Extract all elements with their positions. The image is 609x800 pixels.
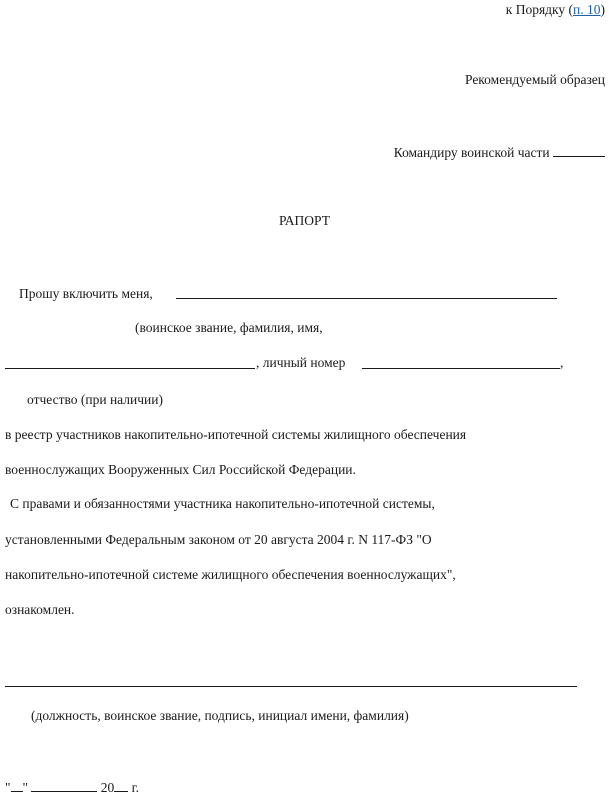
- addressee-line: [394, 144, 605, 161]
- sample-label: Рекомендуемый образец: [464, 72, 605, 87]
- rights-line-2: установленными Федеральным законом от 20 августа 2004 г. N 117-ФЗ "О: [5, 532, 432, 547]
- annex-prefix: к Порядку (: [505, 2, 574, 17]
- unit-number-blank[interactable]: [553, 144, 605, 157]
- rights-line-4: ознакомлен.: [5, 602, 75, 617]
- personal-number-label: , личный номер: [256, 355, 346, 370]
- personal-number-blank[interactable]: [362, 368, 560, 369]
- month-blank[interactable]: [31, 779, 97, 792]
- hint-patronymic: отчество (при наличии): [27, 392, 163, 407]
- rank-name-blank[interactable]: [176, 298, 557, 299]
- registry-line-2: военнослужащих Вооруженных Сил Российской Федерации.: [5, 462, 356, 477]
- day-quote-open: ": [5, 780, 11, 795]
- annex-link[interactable]: п. 10: [573, 2, 601, 17]
- day-blank[interactable]: [11, 779, 23, 792]
- rights-line-1: С правами и обязанностями участника накопительно-ипотечной системы,: [10, 496, 435, 511]
- date-line: [5, 779, 139, 796]
- signature-blank[interactable]: [5, 686, 577, 687]
- line-end-comma: ,: [560, 355, 564, 370]
- patronymic-blank[interactable]: [5, 368, 255, 369]
- year-prefix: 20: [100, 780, 115, 795]
- request-prefix: Прошу включить меня,: [19, 286, 153, 301]
- annex-reference: [506, 2, 605, 18]
- hint-rank-name: (воинское звание, фамилия, имя,: [135, 320, 323, 335]
- year-suffix: г.: [131, 780, 140, 795]
- annex-suffix: ): [600, 2, 605, 17]
- document-title: РАПОРТ: [279, 213, 330, 228]
- rights-line-3: накопительно-ипотечной системе жилищного обеспечения военнослужащих",: [5, 567, 456, 582]
- day-quote-close: ": [22, 780, 29, 795]
- registry-line-1: в реестр участников накопительно-ипотечной системы жилищного обеспечения: [5, 427, 467, 442]
- year-blank[interactable]: [114, 779, 128, 792]
- addressee-text: Командиру воинской части: [393, 145, 550, 160]
- signature-hint: (должность, воинское звание, подпись, инициал имени, фамилия): [31, 708, 409, 723]
